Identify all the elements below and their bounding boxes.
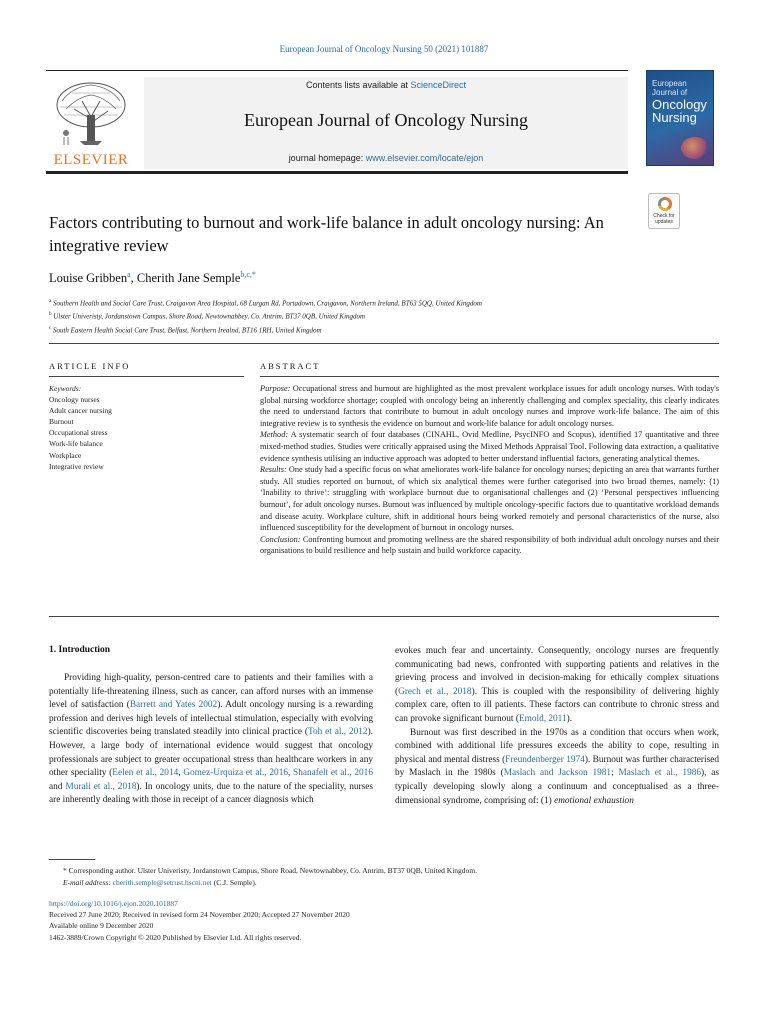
abstract-results bbox=[260, 464, 719, 534]
abstract-text: One study had a specific focus on what ameliorates work-life balance for oncology nurses; depicting an area that warrants further study. All studies reported on burnout, of which six analytical themes were further categorised into two broad themes, namely: (1) ‘Inability to thrive’: struggling with workplace burnout due to organisational challenges and (2) ‘Personal perspectives influencing burnout’, for adult oncology nurses. Burnout was influenced by multiple oncology-specific factors due to quantitative workload demands and disease acuity. Workplace culture, shift in additional hours being worked remotely and personal characteristics of the nurse, also influenced susceptibility for the development of burnout in oncology nurses. bbox=[260, 465, 719, 533]
author-list bbox=[49, 270, 256, 286]
citation-link[interactable]: Murali et al., 2018 bbox=[65, 781, 137, 792]
received-dates: Received 27 June 2020; Received in revised form 24 November 2020; Accepted 27 November 2020 bbox=[49, 910, 350, 920]
keyword: Occupational stress bbox=[49, 428, 108, 438]
abstract-label: Method: bbox=[260, 430, 289, 440]
contents-prefix: Contents lists available at bbox=[305, 80, 411, 90]
body-text: ). Adult oncology nursing is a rewarding profession and derives high levels of intellectual stimulation, especially with evolving scientific discoveries being translated steadily into clinical practice ( bbox=[49, 700, 373, 738]
abstract-text: A systematic search of four databases (CINAHL, Ovid Medline, PsycINFO and Scopus), identified 17 quantitative and three mixed-method studies. Studies were critically appraised using the Mixed Methods Appraisal Tool. Following data extraction, a qualitative evidence synthesis utilising an inductive approach was adopted to better understand influential factors, generating analytical themes. bbox=[260, 430, 719, 463]
body-paragraph bbox=[395, 727, 719, 809]
homepage-prefix: journal homepage: bbox=[288, 153, 366, 163]
keyword: Adult cancer nursing bbox=[49, 406, 112, 416]
body-text: Providing high-quality, person-centred care to patients and their families with a potentially life-threatening illness, such as cancer, can afford nurses with an immense level of satisfaction ( bbox=[49, 673, 373, 711]
citation-link[interactable]: Shanafelt et al., 2016 bbox=[293, 768, 373, 779]
body-text-emphasis: emotional exhaustion bbox=[554, 795, 634, 806]
divider bbox=[49, 376, 244, 377]
affiliation-item bbox=[49, 309, 709, 322]
elsevier-logo[interactable] bbox=[46, 79, 136, 173]
article-info-heading: ARTICLE INFO bbox=[49, 361, 131, 371]
corresponding-author-note: * Corresponding author. Ulster Univeristy, Jordanstown Campus, Shore Road, Newtownabbey, Co. Antrim, BT37 0QB, United Kingdom. bbox=[63, 866, 477, 875]
crossmark-icon bbox=[658, 197, 672, 211]
available-online: Available online 9 December 2020 bbox=[49, 921, 154, 931]
body-text: Burnout was first described in the 1970s as a condition that occurs when work, combined with additional life pressures exceeds the ability to cope, resulting in physical and mental distress ( bbox=[395, 727, 719, 765]
email-label: E-mail address: bbox=[63, 878, 111, 887]
check-updates-line1: Check for bbox=[653, 213, 675, 219]
homepage-link[interactable]: www.elsevier.com/locate/ejon bbox=[365, 153, 484, 163]
affiliation-item bbox=[49, 323, 709, 336]
cover-subtitle: European Journal of bbox=[652, 79, 688, 97]
email-link[interactable]: cherith.semple@setrust.hscni.net bbox=[112, 878, 212, 887]
body-text: , bbox=[178, 768, 184, 779]
author-affiliation-marker[interactable]: b,c,* bbox=[240, 270, 256, 279]
doi-link[interactable]: https://doi.org/10.1016/j.ejon.2020.101887 bbox=[49, 899, 178, 908]
elsevier-wordmark: ELSEVIER bbox=[53, 152, 129, 168]
body-paragraph bbox=[49, 672, 373, 808]
citation-link[interactable]: Maslach et al., 1986 bbox=[618, 768, 702, 779]
body-text: evokes much fear and uncertainty. Consequently, oncology nurses are frequently communicating bad news, confronted with supporting patients and relatives in the grieving process and involved in decision-making for ethically complex situations ( bbox=[395, 646, 719, 697]
keywords-label: Keywords: bbox=[49, 384, 82, 393]
abstract-conclusion bbox=[260, 534, 719, 557]
keywords-list bbox=[49, 383, 244, 472]
author-name[interactable]: Cherith Jane Semple bbox=[136, 271, 241, 286]
footnotes bbox=[49, 865, 719, 889]
abstract-label: Results: bbox=[260, 465, 287, 475]
keyword: Integrative review bbox=[49, 461, 104, 471]
section-heading: 1. Introduction bbox=[49, 645, 111, 655]
footnote-rule bbox=[49, 859, 95, 860]
contents-line bbox=[144, 80, 628, 90]
abstract-label: Conclusion: bbox=[260, 534, 301, 544]
abstract-heading: ABSTRACT bbox=[260, 361, 321, 371]
cover-title-line1: Oncology bbox=[652, 97, 707, 112]
journal-cover[interactable] bbox=[646, 70, 714, 166]
keyword: Workplace bbox=[49, 450, 82, 460]
email-suffix: (C.J. Semple). bbox=[211, 878, 257, 887]
citation-link[interactable]: Toh et al., 2012 bbox=[307, 727, 368, 738]
cover-title bbox=[652, 98, 707, 124]
citation-link[interactable]: Emold, 2011 bbox=[518, 713, 567, 724]
body-text: ). This is coupled with the responsibility of delivering highly complex care, often to ill patients. These factors can contribute to chronic stress and can provoke significant burnout ( bbox=[395, 686, 719, 724]
citation-link[interactable]: Grech et al., 2018 bbox=[398, 686, 472, 697]
divider bbox=[260, 376, 719, 377]
sciencedirect-link[interactable]: ScienceDirect bbox=[410, 80, 467, 90]
citation-link[interactable]: Eelen et al., 2014 bbox=[112, 768, 179, 779]
check-for-updates-button[interactable] bbox=[648, 193, 680, 229]
abstract-label: Purpose: bbox=[260, 384, 291, 393]
affiliation-text: South Eastern Health Social Care Trust, Belfast, Northern Irealnd, BT16 1RH, United Kingdom bbox=[52, 325, 322, 334]
cover-title-line2: Nursing bbox=[652, 110, 697, 125]
citation-link[interactable]: Maslach and Jackson 1981 bbox=[503, 768, 612, 779]
author-separator: , bbox=[130, 271, 137, 286]
body-paragraph bbox=[395, 645, 719, 727]
homepage-line bbox=[144, 153, 628, 163]
publication-info bbox=[49, 898, 719, 943]
body-text: ; bbox=[611, 768, 619, 779]
copyright: 1462-3889/Crown Copyright © 2020 Published by Elsevier Ltd. All rights reserved. bbox=[49, 932, 302, 942]
author-name[interactable]: Louise Gribben bbox=[49, 271, 128, 286]
article-title: Factors contributing to burnout and work-life balance in adult oncology nursing: An integrative review bbox=[49, 213, 604, 255]
affiliation-text: Ulster Univeristy, Jordanstown Campus, Shore Road, Newtownabbey, Co. Antrim, BT37 0QB, United Kingdom bbox=[53, 312, 366, 321]
tree-icon bbox=[52, 79, 130, 147]
keyword: Burnout bbox=[49, 417, 74, 427]
affiliation-marker: c bbox=[49, 325, 52, 331]
abstract-method bbox=[260, 429, 719, 464]
body-column-left bbox=[49, 672, 373, 808]
keyword: Work-life balance bbox=[49, 439, 103, 449]
divider bbox=[49, 343, 719, 344]
check-updates-line2: updates bbox=[655, 219, 673, 225]
keyword: Oncology nurses bbox=[49, 395, 100, 405]
affiliations bbox=[49, 296, 709, 336]
author-affiliation-marker[interactable]: a bbox=[127, 270, 131, 279]
body-text: ), as typically developing slowly along a continuum and conceptualised as a three-dimensional syndrome, comprising of: (1) bbox=[395, 768, 719, 806]
body-text: ). However, a large body of international evidence would suggest that oncology professionals are subject to greater occupational stress than healthcare workers in any other speciality ( bbox=[49, 727, 373, 779]
email-line bbox=[49, 877, 719, 889]
body-text: and bbox=[49, 781, 66, 792]
journal-title: European Journal of Oncology Nursing bbox=[244, 110, 528, 130]
body-text: ). Burnout was further characterised by Maslach in the 1980s ( bbox=[395, 754, 719, 779]
body-column-right bbox=[395, 645, 719, 808]
body-text: , bbox=[288, 768, 294, 779]
masthead-banner bbox=[144, 77, 628, 169]
citation-link[interactable]: Gomez-Urquiza et al., 2016 bbox=[183, 768, 288, 779]
abstract-purpose bbox=[260, 383, 719, 429]
affiliation-marker: a bbox=[49, 299, 52, 304]
check-updates-label bbox=[649, 213, 679, 225]
affiliation-marker: b bbox=[49, 312, 52, 318]
body-text: ). bbox=[566, 713, 573, 724]
divider bbox=[49, 616, 719, 617]
cover-art bbox=[681, 137, 709, 159]
abstract-body bbox=[260, 383, 719, 557]
affiliation-item bbox=[49, 296, 709, 309]
abstract-text: Confronting burnout and promoting wellness are the shared responsibility of both individual adult oncology nurses and their organisations to build resilience and help sustain and build workforce capacity. bbox=[260, 534, 719, 556]
affiliation-text: Southern Health and Social Care Trust, Craigavon Area Hospital, 68 Lurgan Rd, Portadown, Craigavon, Northern Ireland, BT63 5QQ, United Kingdom bbox=[52, 299, 482, 308]
journal-reference[interactable]: European Journal of Oncology Nursing 50 (2021) 101887 bbox=[279, 44, 489, 54]
body-text: ). In oncology units, due to the nature of the speciality, nurses are inherently dealing with those in receipt of a cancer diagnosis which bbox=[49, 781, 374, 806]
citation-link[interactable]: Freundenberger 1974 bbox=[505, 754, 585, 765]
citation-link[interactable]: Barrett and Yates 2002 bbox=[129, 700, 218, 711]
masthead bbox=[46, 70, 628, 174]
abstract-text: Occupational stress and burnout are highlighted as the most prevalent workplace issues for adult oncology nurses. With today's global nursing workforce shortage; coupled with oncology being an inherently challenging and complex speciality, this clearly indicates the need to understand factors that contribute to burnout in adult oncology nurses and improve work-life balance. The aim of this integrative review is to synthesis the evidence on burnout and work-life balance for adult oncology nurses. bbox=[260, 384, 719, 428]
